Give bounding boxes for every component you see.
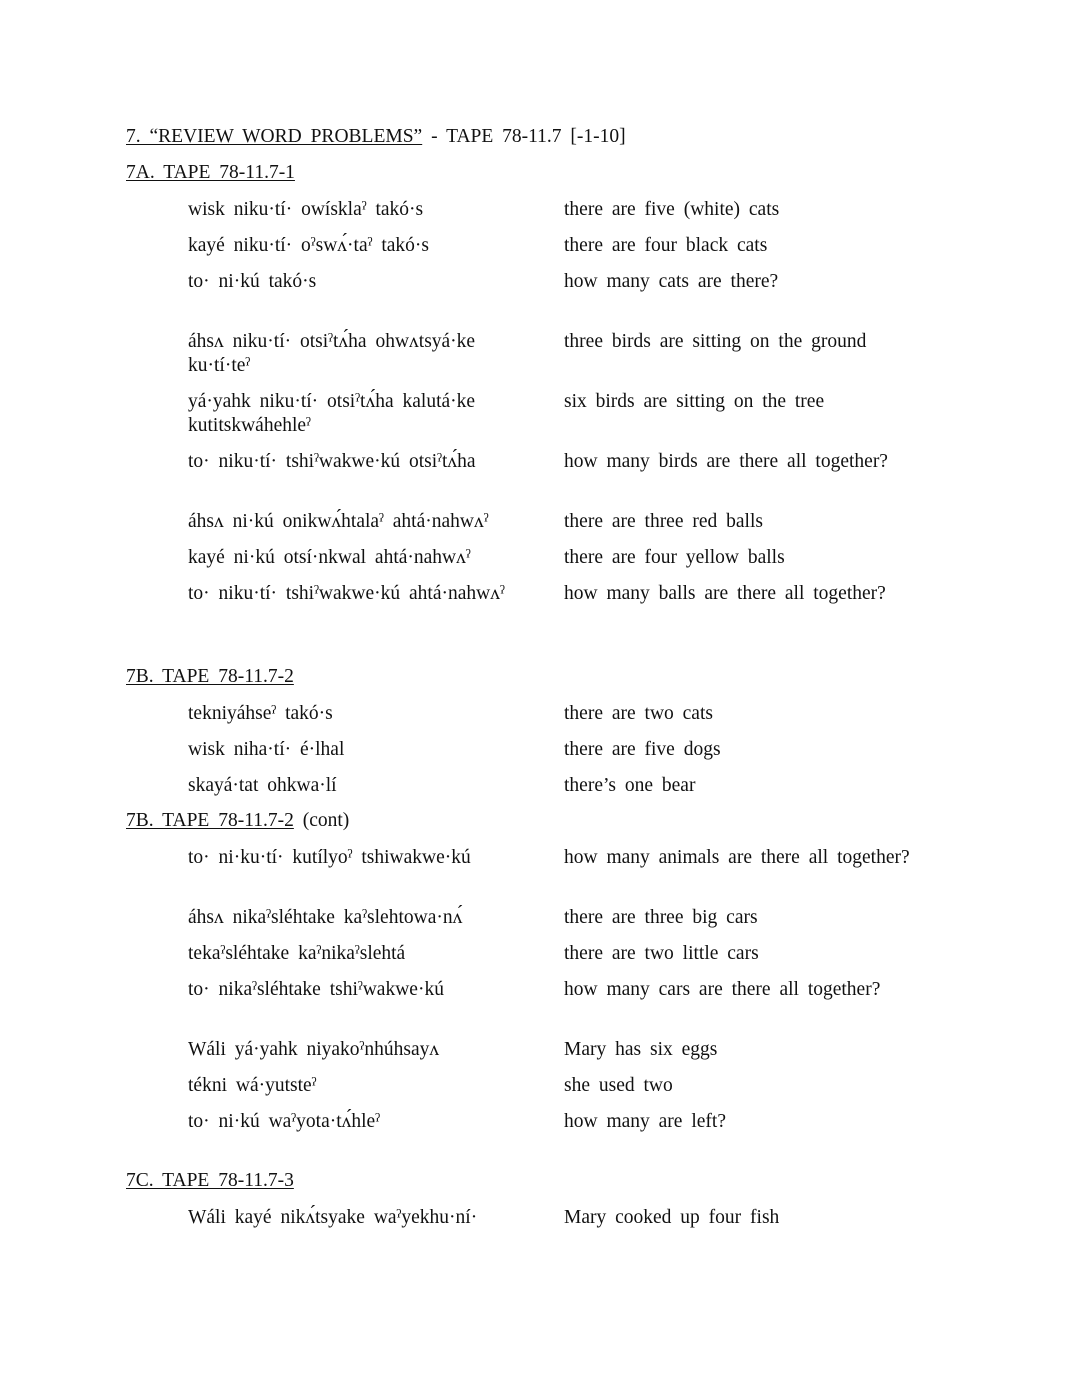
section-heading-7b-cont	[126, 810, 349, 832]
english-translation: there are four black cats	[564, 235, 768, 256]
english-translation: there are three red balls	[564, 511, 763, 532]
english-translation: there are two little cars	[564, 943, 759, 964]
oneida-phrase: tékni wá·yutsteˀ	[188, 1075, 317, 1096]
section-heading-7a: 7A. TAPE 78-11.7-1	[126, 162, 295, 183]
english-translation: there are four yellow balls	[564, 547, 785, 568]
section-heading-label: 7B. TAPE 78-11.7-2	[126, 810, 294, 831]
oneida-phrase: áhsʌ ni·kú onikwʌ́htalaˀ ahtá·nahwʌˀ	[188, 511, 489, 532]
english-translation: how many cats are there?	[564, 271, 779, 292]
oneida-phrase: áhsʌ niku·tí· otsiˀtʌ́ha ohwʌtsyá·ke ku·tí·teˀ	[188, 331, 476, 376]
english-translation: there are three big cars	[564, 907, 758, 928]
oneida-phrase: yá·yahk niku·tí· otsiˀtʌ́ha kalutá·ke kutitskwáhehleˀ	[188, 391, 476, 436]
page-title	[126, 126, 626, 148]
english-translation: how many balls are there all together?	[564, 583, 886, 604]
english-translation: six birds are sitting on the tree	[564, 391, 825, 412]
oneida-phrase: to· niku·tí· tshiˀwakwe·kú otsiˀtʌ́ha	[188, 451, 476, 472]
oneida-phrase: tekaˀsléhtake kaˀnikaˀslehtá	[188, 943, 406, 964]
oneida-phrase: Wáli kayé nikʌ́tsyake waˀyekhu·ní·	[188, 1207, 478, 1228]
oneida-phrase: wisk niha·tí· é·lhal	[188, 739, 345, 760]
oneida-phrase: kayé ni·kú otsí·nkwal ahtá·nahwʌˀ	[188, 547, 471, 568]
oneida-phrase: to· niku·tí· tshiˀwakwe·kú ahtá·nahwʌˀ	[188, 583, 505, 604]
oneida-phrase: tekniyáhseˀ takó·s	[188, 703, 333, 724]
english-translation: there are five (white) cats	[564, 199, 780, 220]
english-translation: there are two cats	[564, 703, 713, 724]
oneida-phrase: to· ni·ku·tí· kutílyoˀ tshiwakwe·kú	[188, 847, 471, 868]
oneida-phrase: Wáli yá·yahk niyakoˀnhúhsayʌ	[188, 1039, 440, 1060]
oneida-phrase: áhsʌ nikaˀsléhtake kaˀslehtowa·nʌ́	[188, 907, 463, 928]
english-translation: how many animals are there all together?	[564, 847, 910, 868]
english-translation: how many cars are there all together?	[564, 979, 881, 1000]
section-heading-7c: 7C. TAPE 78-11.7-3	[126, 1170, 294, 1191]
oneida-phrase: wisk niku·tí· owísklaˀ takó·s	[188, 199, 424, 220]
english-translation: three birds are sitting on the ground	[564, 331, 867, 352]
oneida-phrase: kayé niku·tí· oˀswʌ́·taˀ takó·s	[188, 235, 429, 256]
english-translation: she used two	[564, 1075, 673, 1096]
page-title-tape: - TAPE 78-11.7 [-1-10]	[422, 126, 626, 147]
english-translation: how many birds are there all together?	[564, 451, 888, 472]
english-translation: there are five dogs	[564, 739, 721, 760]
english-translation: there’s one bear	[564, 775, 696, 796]
section-heading-suffix: (cont)	[293, 810, 350, 831]
page-title-main: 7. “REVIEW WORD PROBLEMS”	[126, 126, 423, 147]
oneida-phrase: skayá·tat ohkwa·lí	[188, 775, 337, 796]
english-translation: how many are left?	[564, 1111, 726, 1132]
oneida-phrase: to· ni·kú takó·s	[188, 271, 317, 292]
section-heading-7b: 7B. TAPE 78-11.7-2	[126, 666, 294, 687]
english-translation: Mary cooked up four fish	[564, 1207, 780, 1228]
oneida-phrase: to· nikaˀsléhtake tshiˀwakwe·kú	[188, 979, 444, 1000]
english-translation: Mary has six eggs	[564, 1039, 718, 1060]
oneida-phrase: to· ni·kú waˀyota·tʌ́hleˀ	[188, 1111, 381, 1132]
